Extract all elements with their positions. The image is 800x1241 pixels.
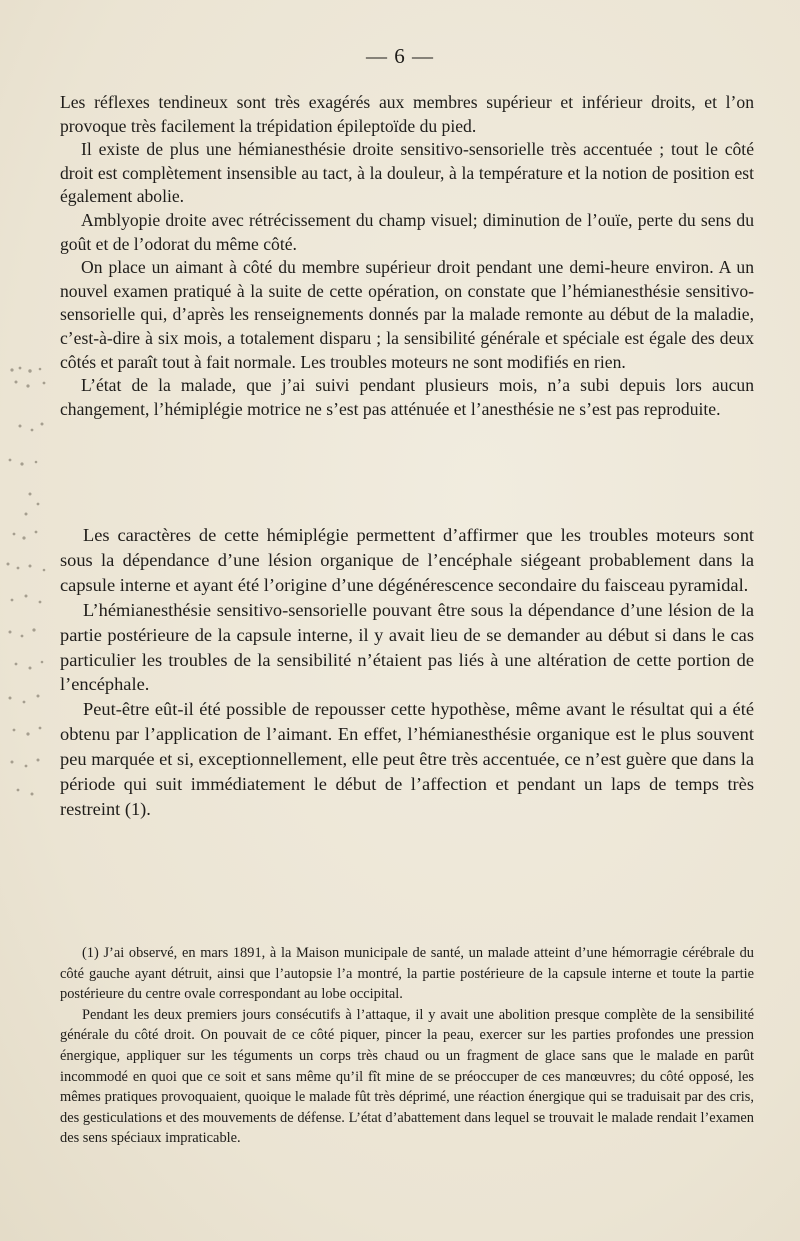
- paragraph-state: L’état de la malade, que j’ai suivi pendant plusieurs mois, n’a subi depuis lors aucun changement, l’hémiplégie motrice ne s’est pas atténuée et l’anesthésie ne s’est pas reproduite.: [60, 375, 754, 419]
- paragraph-reflexes: Les réflexes tendineux sont très exagérés aux membres supérieur et inférieur droits, et l’on provoque très facilement la trépidation épileptoïde du pied.: [60, 92, 754, 136]
- discussion-text: [60, 523, 754, 822]
- page-number: — 6 —: [366, 44, 434, 68]
- footnote-section: [60, 943, 754, 1149]
- paragraph-capsule: L’hémianesthésie sensitivo-sensorielle pouvant être sous la dépendance d’une lésion de la partie postérieure de la capsule interne, il y avait lieu de se demander au début si dans le cas particulier les troubles de la sensibilité n’étaient pas liés à une altération de cette portion de l’encéphale.: [60, 599, 754, 695]
- paragraph-magnet: On place un aimant à côté du membre supérieur droit pendant une demi-heure environ. A un nouvel examen pratiqué à la suite de cette opération, on constate que l’hémianesthésie sensitivo-sensorielle qui, d’après les renseignements donnés par la malade remonte au début de la maladie, c’est-à-dire à six mois, a totalement disparu ; la sensibilité générale et spéciale est égale des deux côtés et paraît tout à fait normale. Les troubles moteurs ne sont modifiés en rien.: [60, 257, 754, 372]
- paragraph-hemianesthesia: Il existe de plus une hémianesthésie droite sensitivo-sensorielle très accentuée ; tout le côté droit est complètement insensible au tact, à la douleur, à la température et la notion de position est également abolie.: [60, 139, 754, 207]
- paragraph-characters: Les caractères de cette hémiplégie permettent d’affirmer que les troubles moteurs sont sous la dépendance d’une lésion organique de l’encéphale siégeant probablement dans la capsule interne et ayant été l’origine d’une dégénérescence secondaire du faisceau pyramidal.: [60, 525, 754, 595]
- footnote-1-continued: Pendant les deux premiers jours consécutifs à l’attaque, il y avait une abolition presque complète de la sensibilité générale du côté droit. On pouvait de ce côté piquer, pincer la peau, exercer sur les parties profondes une pression énergique, appliquer sur les téguments un corps très chaud ou un fragment de glace sans que le malade en parût incommodé en quoi que ce soit et sans même qu’il fît mine de se préoccuper de ces manœuvres; du côté opposé, les mêmes pratiques provoquaient, quoique le malade fût très déprimé, une réaction énergique qui se traduisait par des cris, des gesticulations et des mouvements de défense. L’état d’abattement dans lequel se trouvait le malade rendait l’examen des sens spéciaux impraticable.: [60, 1006, 754, 1147]
- paragraph-hypothesis: Peut-être eût-il été possible de repousser cette hypothèse, même avant le résultat qui a été obtenu par l’application de l’aimant. En effet, l’hémianesthésie organique est le plus souvent peu marquée et si, exceptionnellement, elle peut être très accentuée, ce n’est guère que dans la période qui suit immédiatement le début de l’affection et pendant un laps de temps très restreint (1).: [60, 699, 754, 819]
- footnote-1: (1) J’ai observé, en mars 1891, à la Maison municipale de santé, un malade atteint d’une hémorragie cérébrale du côté gauche ayant détruit, ainsi que l’autopsie l’a montré, la partie postérieure de la capsule interne et toute la partie postérieure du centre ovale correspondant au lobe occipital.: [60, 945, 754, 1003]
- paragraph-amblyopia: Amblyopie droite avec rétrécissement du champ visuel; diminution de l’ouïe, perte du sens du goût et de l’odorat du même côté.: [60, 209, 754, 254]
- margin-perforation-dots: [0, 364, 56, 804]
- case-observation-text: [60, 91, 754, 421]
